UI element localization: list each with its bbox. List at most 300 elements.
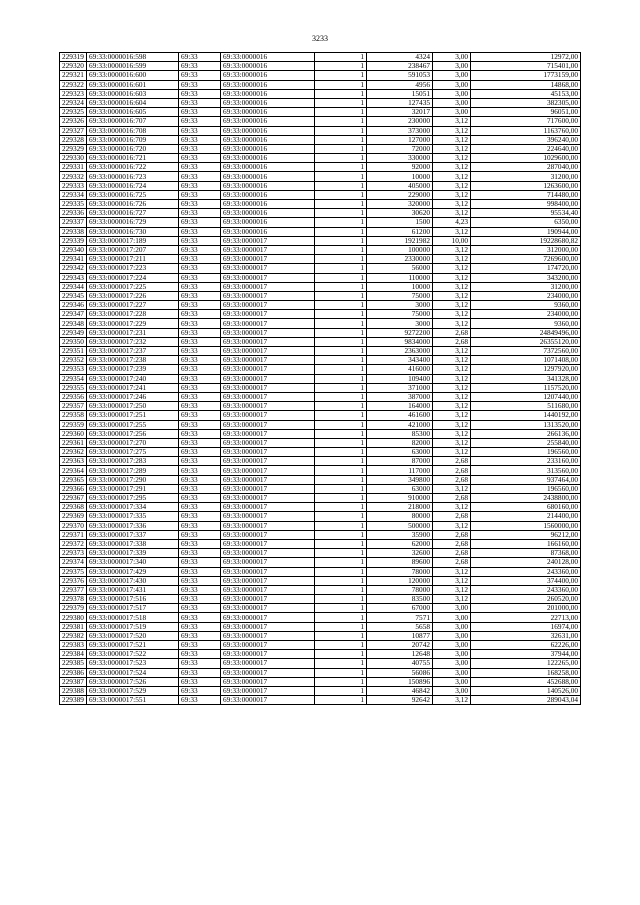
area-cell: 75000 xyxy=(367,291,433,300)
table-row xyxy=(60,576,581,585)
cadastral-quarter-cell: 69:33:0000017 xyxy=(221,411,315,420)
cadastral-number-cell: 69:33:0000016:707 xyxy=(87,117,179,126)
district-code-cell: 69:33 xyxy=(179,98,221,107)
record-id-cell: 229373 xyxy=(60,549,87,558)
cadastral-number-cell: 69:33:0000017:529 xyxy=(87,686,179,695)
value-cell: 196560,00 xyxy=(471,484,581,493)
area-cell: 500000 xyxy=(367,521,433,530)
cadastral-number-cell: 69:33:0000017:290 xyxy=(87,475,179,484)
rate-cell: 3,12 xyxy=(433,301,471,310)
area-cell: 150896 xyxy=(367,677,433,686)
cadastral-number-cell: 69:33:0000016:598 xyxy=(87,53,179,62)
rate-cell: 3,12 xyxy=(433,356,471,365)
value-cell: 1071408,00 xyxy=(471,356,581,365)
district-code-cell: 69:33 xyxy=(179,466,221,475)
table-row xyxy=(60,631,581,640)
value-cell: 22713,00 xyxy=(471,613,581,622)
area-cell: 461600 xyxy=(367,411,433,420)
cadastral-number-cell: 69:33:0000017:517 xyxy=(87,604,179,613)
cadastral-quarter-cell: 69:33:0000017 xyxy=(221,429,315,438)
count-cell: 1 xyxy=(315,245,367,254)
cadastral-number-cell: 69:33:0000017:207 xyxy=(87,245,179,254)
district-code-cell: 69:33 xyxy=(179,696,221,705)
area-cell: 3000 xyxy=(367,301,433,310)
area-cell: 120000 xyxy=(367,576,433,585)
district-code-cell: 69:33 xyxy=(179,539,221,548)
table-row xyxy=(60,108,581,117)
table-row xyxy=(60,135,581,144)
count-cell: 1 xyxy=(315,576,367,585)
record-id-cell: 229354 xyxy=(60,374,87,383)
cadastral-number-cell: 69:33:0000017:225 xyxy=(87,282,179,291)
cadastral-number-cell: 69:33:0000017:226 xyxy=(87,291,179,300)
area-cell: 78000 xyxy=(367,585,433,594)
district-code-cell: 69:33 xyxy=(179,80,221,89)
table-row xyxy=(60,641,581,650)
value-cell: 382305,00 xyxy=(471,98,581,107)
count-cell: 1 xyxy=(315,154,367,163)
count-cell: 1 xyxy=(315,291,367,300)
area-cell: 3000 xyxy=(367,319,433,328)
record-id-cell: 229326 xyxy=(60,117,87,126)
area-cell: 67000 xyxy=(367,604,433,613)
cadastral-number-cell: 69:33:0000017:295 xyxy=(87,494,179,503)
area-cell: 7571 xyxy=(367,613,433,622)
count-cell: 1 xyxy=(315,135,367,144)
rate-cell: 3,12 xyxy=(433,347,471,356)
rate-cell: 3,00 xyxy=(433,613,471,622)
cadastral-quarter-cell: 69:33:0000017 xyxy=(221,494,315,503)
cadastral-number-cell: 69:33:0000017:238 xyxy=(87,356,179,365)
count-cell: 1 xyxy=(315,89,367,98)
cadastral-number-cell: 69:33:0000016:601 xyxy=(87,80,179,89)
cadastral-quarter-cell: 69:33:0000016 xyxy=(221,181,315,190)
table-row xyxy=(60,291,581,300)
record-id-cell: 229346 xyxy=(60,301,87,310)
table-row xyxy=(60,585,581,594)
value-cell: 37944,00 xyxy=(471,650,581,659)
district-code-cell: 69:33 xyxy=(179,53,221,62)
area-cell: 5658 xyxy=(367,622,433,631)
cadastral-quarter-cell: 69:33:0000017 xyxy=(221,319,315,328)
value-cell: 214400,00 xyxy=(471,512,581,521)
record-id-cell: 229372 xyxy=(60,539,87,548)
rate-cell: 3,12 xyxy=(433,448,471,457)
count-cell: 1 xyxy=(315,347,367,356)
area-cell: 15051 xyxy=(367,89,433,98)
value-cell: 190944,00 xyxy=(471,227,581,236)
record-id-cell: 229330 xyxy=(60,154,87,163)
cadastral-number-cell: 69:33:0000016:599 xyxy=(87,62,179,71)
cadastral-quarter-cell: 69:33:0000016 xyxy=(221,154,315,163)
record-id-cell: 229356 xyxy=(60,392,87,401)
count-cell: 1 xyxy=(315,255,367,264)
district-code-cell: 69:33 xyxy=(179,273,221,282)
table-row xyxy=(60,356,581,365)
value-cell: 341328,00 xyxy=(471,374,581,383)
value-cell: 266136,00 xyxy=(471,429,581,438)
table-row xyxy=(60,549,581,558)
rate-cell: 3,12 xyxy=(433,135,471,144)
count-cell: 1 xyxy=(315,126,367,135)
district-code-cell: 69:33 xyxy=(179,650,221,659)
count-cell: 1 xyxy=(315,392,367,401)
count-cell: 1 xyxy=(315,539,367,548)
district-code-cell: 69:33 xyxy=(179,677,221,686)
district-code-cell: 69:33 xyxy=(179,576,221,585)
district-code-cell: 69:33 xyxy=(179,521,221,530)
cadastral-quarter-cell: 69:33:0000017 xyxy=(221,273,315,282)
district-code-cell: 69:33 xyxy=(179,117,221,126)
value-cell: 255840,00 xyxy=(471,438,581,447)
rate-cell: 3,00 xyxy=(433,641,471,650)
count-cell: 1 xyxy=(315,558,367,567)
count-cell: 1 xyxy=(315,62,367,71)
area-cell: 92642 xyxy=(367,696,433,705)
table-row xyxy=(60,374,581,383)
cadastral-quarter-cell: 69:33:0000017 xyxy=(221,402,315,411)
cadastral-quarter-cell: 69:33:0000017 xyxy=(221,613,315,622)
table-row xyxy=(60,484,581,493)
cadastral-number-cell: 69:33:0000017:524 xyxy=(87,668,179,677)
district-code-cell: 69:33 xyxy=(179,585,221,594)
value-cell: 26355120,00 xyxy=(471,337,581,346)
table-row xyxy=(60,383,581,392)
count-cell: 1 xyxy=(315,117,367,126)
record-id-cell: 229376 xyxy=(60,576,87,585)
area-cell: 75000 xyxy=(367,310,433,319)
value-cell: 717600,00 xyxy=(471,117,581,126)
count-cell: 1 xyxy=(315,521,367,530)
cadastral-quarter-cell: 69:33:0000017 xyxy=(221,512,315,521)
area-cell: 46842 xyxy=(367,686,433,695)
cadastral-quarter-cell: 69:33:0000017 xyxy=(221,347,315,356)
cadastral-number-cell: 69:33:0000017:519 xyxy=(87,622,179,631)
district-code-cell: 69:33 xyxy=(179,558,221,567)
cadastral-number-cell: 69:33:0000016:722 xyxy=(87,163,179,172)
table-row xyxy=(60,80,581,89)
cadastral-number-cell: 69:33:0000017:339 xyxy=(87,549,179,558)
rate-cell: 3,12 xyxy=(433,209,471,218)
count-cell: 1 xyxy=(315,209,367,218)
cadastral-number-cell: 69:33:0000017:289 xyxy=(87,466,179,475)
record-id-cell: 229367 xyxy=(60,494,87,503)
cadastral-number-cell: 69:33:0000017:239 xyxy=(87,365,179,374)
record-id-cell: 229365 xyxy=(60,475,87,484)
count-cell: 1 xyxy=(315,631,367,640)
record-id-cell: 229386 xyxy=(60,668,87,677)
table-row xyxy=(60,53,581,62)
rate-cell: 3,12 xyxy=(433,503,471,512)
cadastral-quarter-cell: 69:33:0000016 xyxy=(221,209,315,218)
count-cell: 1 xyxy=(315,319,367,328)
count-cell: 1 xyxy=(315,457,367,466)
area-cell: 109400 xyxy=(367,374,433,383)
area-cell: 9272200 xyxy=(367,328,433,337)
record-id-cell: 229366 xyxy=(60,484,87,493)
value-cell: 12972,00 xyxy=(471,53,581,62)
record-id-cell: 229321 xyxy=(60,71,87,80)
count-cell: 1 xyxy=(315,585,367,594)
cadastral-quarter-cell: 69:33:0000017 xyxy=(221,328,315,337)
rate-cell: 3,12 xyxy=(433,264,471,273)
record-id-cell: 229380 xyxy=(60,613,87,622)
table-row xyxy=(60,686,581,695)
cadastral-quarter-cell: 69:33:0000016 xyxy=(221,53,315,62)
record-id-cell: 229352 xyxy=(60,356,87,365)
cadastral-number-cell: 69:33:0000017:227 xyxy=(87,301,179,310)
value-cell: 312000,00 xyxy=(471,245,581,254)
district-code-cell: 69:33 xyxy=(179,62,221,71)
cadastral-quarter-cell: 69:33:0000017 xyxy=(221,448,315,457)
cadastral-quarter-cell: 69:33:0000017 xyxy=(221,604,315,613)
value-cell: 96051,00 xyxy=(471,108,581,117)
record-id-cell: 229335 xyxy=(60,200,87,209)
table-row xyxy=(60,650,581,659)
table-row xyxy=(60,154,581,163)
record-id-cell: 229327 xyxy=(60,126,87,135)
table-row xyxy=(60,245,581,254)
cadastral-number-cell: 69:33:0000016:603 xyxy=(87,89,179,98)
district-code-cell: 69:33 xyxy=(179,494,221,503)
district-code-cell: 69:33 xyxy=(179,291,221,300)
count-cell: 1 xyxy=(315,227,367,236)
cadastral-number-cell: 69:33:0000016:727 xyxy=(87,209,179,218)
district-code-cell: 69:33 xyxy=(179,227,221,236)
table-row xyxy=(60,438,581,447)
district-code-cell: 69:33 xyxy=(179,108,221,117)
cadastral-quarter-cell: 69:33:0000017 xyxy=(221,356,315,365)
cadastral-quarter-cell: 69:33:0000017 xyxy=(221,484,315,493)
value-cell: 289043,04 xyxy=(471,696,581,705)
table-row xyxy=(60,448,581,457)
district-code-cell: 69:33 xyxy=(179,89,221,98)
record-id-cell: 229350 xyxy=(60,337,87,346)
count-cell: 1 xyxy=(315,567,367,576)
land-registry-table xyxy=(59,52,581,705)
table-row xyxy=(60,190,581,199)
table-row xyxy=(60,89,581,98)
rate-cell: 3,12 xyxy=(433,392,471,401)
value-cell: 374400,00 xyxy=(471,576,581,585)
table-row xyxy=(60,310,581,319)
count-cell: 1 xyxy=(315,71,367,80)
record-id-cell: 229383 xyxy=(60,641,87,650)
cadastral-number-cell: 69:33:0000017:246 xyxy=(87,392,179,401)
cadastral-quarter-cell: 69:33:0000017 xyxy=(221,696,315,705)
rate-cell: 3,00 xyxy=(433,650,471,659)
district-code-cell: 69:33 xyxy=(179,190,221,199)
count-cell: 1 xyxy=(315,310,367,319)
value-cell: 243360,00 xyxy=(471,567,581,576)
table-row xyxy=(60,144,581,153)
district-code-cell: 69:33 xyxy=(179,347,221,356)
value-cell: 1207440,00 xyxy=(471,392,581,401)
rate-cell: 3,12 xyxy=(433,521,471,530)
district-code-cell: 69:33 xyxy=(179,356,221,365)
cadastral-number-cell: 69:33:0000016:708 xyxy=(87,126,179,135)
area-cell: 83500 xyxy=(367,595,433,604)
table-row xyxy=(60,677,581,686)
value-cell: 260520,00 xyxy=(471,595,581,604)
area-cell: 40755 xyxy=(367,659,433,668)
count-cell: 1 xyxy=(315,80,367,89)
record-id-cell: 229379 xyxy=(60,604,87,613)
cadastral-quarter-cell: 69:33:0000017 xyxy=(221,291,315,300)
cadastral-quarter-cell: 69:33:0000017 xyxy=(221,558,315,567)
cadastral-quarter-cell: 69:33:0000016 xyxy=(221,62,315,71)
value-cell: 680160,00 xyxy=(471,503,581,512)
value-cell: 1773159,00 xyxy=(471,71,581,80)
cadastral-quarter-cell: 69:33:0000016 xyxy=(221,89,315,98)
record-id-cell: 229325 xyxy=(60,108,87,117)
rate-cell: 3,00 xyxy=(433,604,471,613)
rate-cell: 3,12 xyxy=(433,411,471,420)
area-cell: 12648 xyxy=(367,650,433,659)
record-id-cell: 229364 xyxy=(60,466,87,475)
count-cell: 1 xyxy=(315,356,367,365)
record-id-cell: 229382 xyxy=(60,631,87,640)
value-cell: 7372560,00 xyxy=(471,347,581,356)
rate-cell: 3,12 xyxy=(433,126,471,135)
district-code-cell: 69:33 xyxy=(179,301,221,310)
cadastral-quarter-cell: 69:33:0000017 xyxy=(221,301,315,310)
value-cell: 1029600,00 xyxy=(471,154,581,163)
table-row xyxy=(60,236,581,245)
area-cell: 127435 xyxy=(367,98,433,107)
district-code-cell: 69:33 xyxy=(179,144,221,153)
area-cell: 229000 xyxy=(367,190,433,199)
value-cell: 45153,00 xyxy=(471,89,581,98)
rate-cell: 2,68 xyxy=(433,457,471,466)
cadastral-quarter-cell: 69:33:0000016 xyxy=(221,135,315,144)
area-cell: 78000 xyxy=(367,567,433,576)
district-code-cell: 69:33 xyxy=(179,392,221,401)
rate-cell: 3,12 xyxy=(433,438,471,447)
rate-cell: 3,12 xyxy=(433,291,471,300)
rate-cell: 3,00 xyxy=(433,631,471,640)
area-cell: 910000 xyxy=(367,494,433,503)
cadastral-quarter-cell: 69:33:0000016 xyxy=(221,227,315,236)
table-row xyxy=(60,392,581,401)
area-cell: 416000 xyxy=(367,365,433,374)
value-cell: 87368,00 xyxy=(471,549,581,558)
record-id-cell: 229360 xyxy=(60,429,87,438)
value-cell: 24849496,00 xyxy=(471,328,581,337)
value-cell: 6350,00 xyxy=(471,218,581,227)
district-code-cell: 69:33 xyxy=(179,163,221,172)
district-code-cell: 69:33 xyxy=(179,659,221,668)
cadastral-quarter-cell: 69:33:0000017 xyxy=(221,438,315,447)
table-row xyxy=(60,475,581,484)
area-cell: 371000 xyxy=(367,383,433,392)
table-row xyxy=(60,301,581,310)
cadastral-number-cell: 69:33:0000016:600 xyxy=(87,71,179,80)
area-cell: 63000 xyxy=(367,484,433,493)
record-id-cell: 229342 xyxy=(60,264,87,273)
area-cell: 117000 xyxy=(367,466,433,475)
record-id-cell: 229368 xyxy=(60,503,87,512)
table-row xyxy=(60,71,581,80)
cadastral-number-cell: 69:33:0000017:430 xyxy=(87,576,179,585)
value-cell: 1440192,00 xyxy=(471,411,581,420)
record-id-cell: 229388 xyxy=(60,686,87,695)
record-id-cell: 229319 xyxy=(60,53,87,62)
count-cell: 1 xyxy=(315,549,367,558)
record-id-cell: 229320 xyxy=(60,62,87,71)
record-id-cell: 229377 xyxy=(60,585,87,594)
district-code-cell: 69:33 xyxy=(179,503,221,512)
record-id-cell: 229371 xyxy=(60,530,87,539)
cadastral-number-cell: 69:33:0000017:240 xyxy=(87,374,179,383)
record-id-cell: 229343 xyxy=(60,273,87,282)
cadastral-quarter-cell: 69:33:0000017 xyxy=(221,264,315,273)
district-code-cell: 69:33 xyxy=(179,135,221,144)
cadastral-quarter-cell: 69:33:0000017 xyxy=(221,457,315,466)
value-cell: 233160,00 xyxy=(471,457,581,466)
area-cell: 100000 xyxy=(367,245,433,254)
count-cell: 1 xyxy=(315,595,367,604)
count-cell: 1 xyxy=(315,273,367,282)
district-code-cell: 69:33 xyxy=(179,71,221,80)
count-cell: 1 xyxy=(315,475,367,484)
rate-cell: 4,23 xyxy=(433,218,471,227)
record-id-cell: 229337 xyxy=(60,218,87,227)
area-cell: 89600 xyxy=(367,558,433,567)
count-cell: 1 xyxy=(315,374,367,383)
value-cell: 313560,00 xyxy=(471,466,581,475)
value-cell: 166160,00 xyxy=(471,539,581,548)
cadastral-quarter-cell: 69:33:0000017 xyxy=(221,686,315,695)
cadastral-quarter-cell: 69:33:0000016 xyxy=(221,80,315,89)
record-id-cell: 229349 xyxy=(60,328,87,337)
district-code-cell: 69:33 xyxy=(179,457,221,466)
cadastral-quarter-cell: 69:33:0000017 xyxy=(221,282,315,291)
district-code-cell: 69:33 xyxy=(179,319,221,328)
table-row xyxy=(60,466,581,475)
cadastral-quarter-cell: 69:33:0000017 xyxy=(221,420,315,429)
record-id-cell: 229355 xyxy=(60,383,87,392)
value-cell: 343200,00 xyxy=(471,273,581,282)
record-id-cell: 229328 xyxy=(60,135,87,144)
cadastral-quarter-cell: 69:33:0000017 xyxy=(221,622,315,631)
district-code-cell: 69:33 xyxy=(179,567,221,576)
district-code-cell: 69:33 xyxy=(179,420,221,429)
area-cell: 85300 xyxy=(367,429,433,438)
table-row xyxy=(60,503,581,512)
cadastral-quarter-cell: 69:33:0000016 xyxy=(221,108,315,117)
value-cell: 95534,40 xyxy=(471,209,581,218)
count-cell: 1 xyxy=(315,383,367,392)
table-row xyxy=(60,117,581,126)
cadastral-number-cell: 69:33:0000017:237 xyxy=(87,347,179,356)
table-row xyxy=(60,512,581,521)
area-cell: 405000 xyxy=(367,181,433,190)
cadastral-quarter-cell: 69:33:0000017 xyxy=(221,659,315,668)
area-cell: 35900 xyxy=(367,530,433,539)
rate-cell: 3,00 xyxy=(433,89,471,98)
record-id-cell: 229340 xyxy=(60,245,87,254)
area-cell: 61200 xyxy=(367,227,433,236)
value-cell: 715401,00 xyxy=(471,62,581,71)
count-cell: 1 xyxy=(315,484,367,493)
record-id-cell: 229331 xyxy=(60,163,87,172)
area-cell: 330000 xyxy=(367,154,433,163)
area-cell: 62000 xyxy=(367,539,433,548)
area-cell: 56000 xyxy=(367,264,433,273)
cadastral-quarter-cell: 69:33:0000017 xyxy=(221,530,315,539)
value-cell: 174720,00 xyxy=(471,264,581,273)
